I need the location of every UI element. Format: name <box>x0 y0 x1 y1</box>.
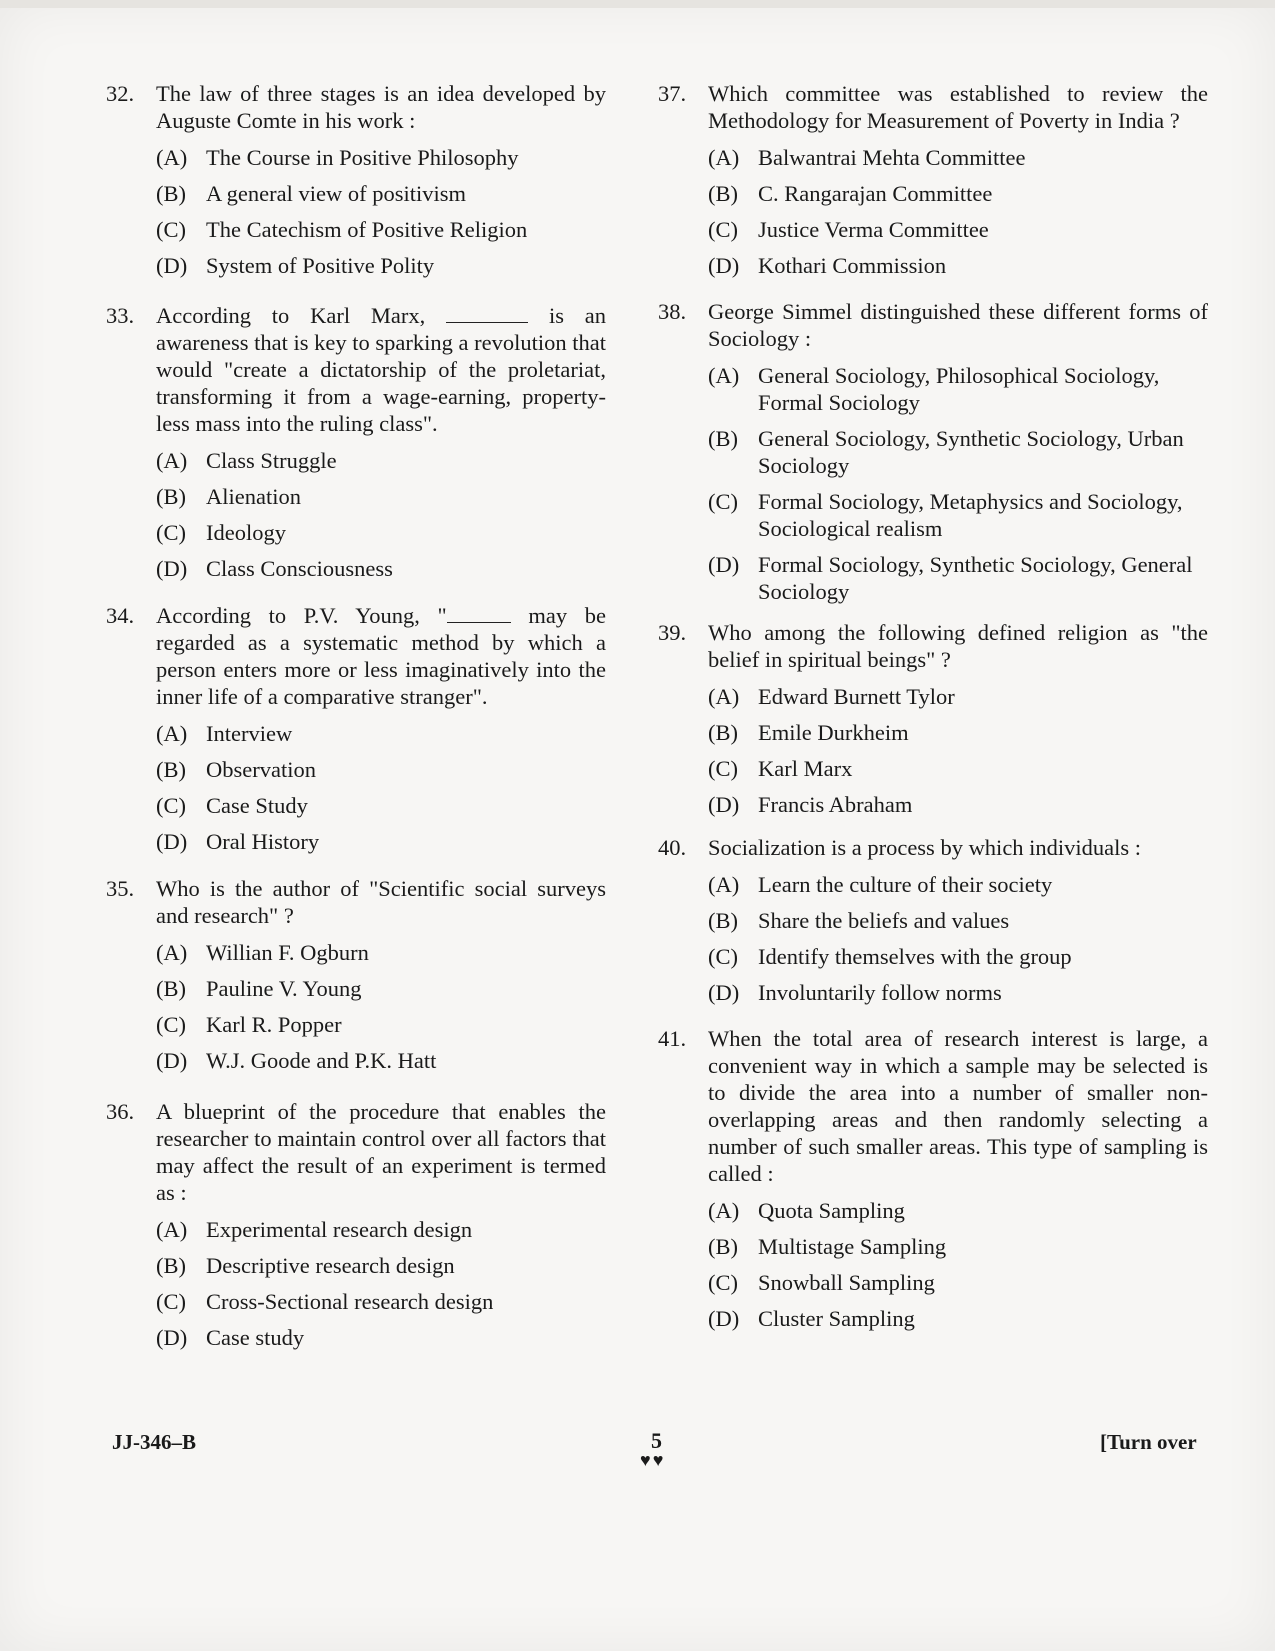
question-text-start: According to P.V. Young, " <box>156 603 447 628</box>
option-letter: (D) <box>156 1325 188 1350</box>
option-d <box>156 1324 606 1351</box>
option-b <box>708 180 1208 207</box>
question-number: 40. <box>658 835 687 860</box>
option-a <box>708 683 1208 710</box>
option-text: Learn the culture of their society <box>758 872 1053 897</box>
option-text: Class Consciousness <box>206 556 393 581</box>
option-a <box>156 720 606 747</box>
option-a <box>156 447 606 474</box>
option-text: Ideology <box>206 520 286 545</box>
option-text: Willian F. Ogburn <box>206 940 369 965</box>
question-32 <box>106 80 606 279</box>
option-c <box>156 216 606 243</box>
option-letter: (B) <box>156 1253 186 1278</box>
option-c <box>156 792 606 819</box>
options-list <box>156 720 606 855</box>
option-b <box>156 1252 606 1279</box>
option-text: Identify themselves with the group <box>758 944 1072 969</box>
option-a <box>708 1197 1208 1224</box>
option-b <box>708 907 1208 934</box>
option-text: Observation <box>206 757 316 782</box>
option-text: Francis Abraham <box>758 792 913 817</box>
option-text: Snowball Sampling <box>758 1270 935 1295</box>
options-list <box>708 362 1208 605</box>
option-a <box>156 939 606 966</box>
option-b <box>156 483 606 510</box>
question-text: When the total area of research interest is large, a convenient way in which a sample may be selected is to divide the area into a number of smaller non-overlapping areas and then randomly selecting a number of such smaller areas. This type of sampling is called : <box>708 1026 1208 1186</box>
option-letter: (D) <box>708 980 740 1005</box>
question-text: Who is the author of "Scientific social surveys and research" ? <box>156 876 606 928</box>
option-d <box>708 551 1208 605</box>
option-text: Cross-Sectional research design <box>206 1289 494 1314</box>
question-text: A blueprint of the procedure that enables the researcher to maintain control over all factors that may affect the result of an experiment is termed as : <box>156 1099 606 1205</box>
question-number: 39. <box>658 620 687 645</box>
question-text-end: is an awareness that is key to sparking a revolution that would "create a dictatorship of the proletariat, transforming it from a wage-earning, property-less mass into the ruling class". <box>156 303 607 436</box>
option-b <box>156 975 606 1002</box>
question-41 <box>658 1025 1208 1332</box>
option-letter: (B) <box>156 181 186 206</box>
page-number: 5 <box>651 1428 662 1453</box>
option-text: Quota Sampling <box>758 1198 905 1223</box>
paper-code: JJ-346–B <box>112 1430 196 1454</box>
option-letter: (C) <box>708 489 738 514</box>
question-text-end: may be regarded as a systematic method by which a person enters more or less imaginatively into the inner life of a comparative stranger". <box>156 603 607 709</box>
question-35 <box>106 875 606 1074</box>
option-letter: (A) <box>708 363 740 388</box>
option-d <box>708 979 1208 1006</box>
option-letter: (B) <box>708 1234 738 1259</box>
question-37 <box>658 80 1208 279</box>
options-list <box>708 871 1208 1006</box>
option-letter: (D) <box>156 253 188 278</box>
option-text: Pauline V. Young <box>206 976 362 1001</box>
option-letter: (C) <box>156 1012 186 1037</box>
options-list <box>156 144 606 279</box>
question-text: Which committee was established to review the Methodology for Measurement of Poverty in India ? <box>708 81 1208 133</box>
option-letter: (C) <box>708 944 738 969</box>
answer-blank <box>446 302 528 323</box>
question-text <box>156 302 606 437</box>
option-d <box>156 252 606 279</box>
option-text: Cluster Sampling <box>758 1306 915 1331</box>
question-36 <box>106 1098 606 1351</box>
option-letter: (A) <box>156 145 188 170</box>
option-letter: (C) <box>156 217 186 242</box>
option-b <box>708 1233 1208 1260</box>
option-text: Karl R. Popper <box>206 1012 342 1037</box>
option-c <box>156 519 606 546</box>
option-a <box>708 871 1208 898</box>
question-33 <box>106 302 606 582</box>
option-text: Interview <box>206 721 293 746</box>
option-text: General Sociology, Philosophical Sociology, Formal Sociology <box>758 363 1160 415</box>
option-letter: (A) <box>156 721 188 746</box>
option-text: C. Rangarajan Committee <box>758 181 993 206</box>
option-c <box>708 1269 1208 1296</box>
option-d <box>156 555 606 582</box>
option-text: Emile Durkheim <box>758 720 909 745</box>
heart-icon: ♥♥ <box>640 1450 666 1470</box>
scan-edge <box>0 0 1275 8</box>
option-text: Share the beliefs and values <box>758 908 1010 933</box>
option-letter: (D) <box>156 556 188 581</box>
option-b <box>156 756 606 783</box>
options-list <box>156 447 606 582</box>
option-text: Alienation <box>206 484 301 509</box>
question-number: 36. <box>106 1099 135 1124</box>
option-d <box>708 1305 1208 1332</box>
question-text-start: According to Karl Marx, <box>156 303 426 328</box>
option-text: Case Study <box>206 793 308 818</box>
options-list <box>156 939 606 1074</box>
option-text: Kothari Commission <box>758 253 947 278</box>
option-letter: (D) <box>708 253 740 278</box>
option-letter: (A) <box>708 684 740 709</box>
option-c <box>708 943 1208 970</box>
question-number: 41. <box>658 1026 687 1051</box>
option-text: Oral History <box>206 829 320 854</box>
turn-over-label: [Turn over <box>1100 1430 1197 1454</box>
options-list <box>156 1216 606 1351</box>
question-number: 37. <box>658 81 687 106</box>
option-text: Formal Sociology, Synthetic Sociology, General Sociology <box>758 552 1193 604</box>
question-40 <box>658 834 1208 1006</box>
options-list <box>708 683 1208 818</box>
option-text: Edward Burnett Tylor <box>758 684 955 709</box>
option-text: Balwantrai Mehta Committee <box>758 145 1026 170</box>
option-letter: (A) <box>156 448 188 473</box>
option-text: Class Struggle <box>206 448 337 473</box>
option-letter: (D) <box>156 829 188 854</box>
option-letter: (A) <box>156 1217 188 1242</box>
option-text: Case study <box>206 1325 305 1350</box>
option-text: The Catechism of Positive Religion <box>206 217 528 242</box>
option-letter: (A) <box>708 1198 740 1223</box>
question-number: 34. <box>106 603 135 628</box>
option-c <box>708 488 1208 542</box>
option-a <box>708 362 1208 416</box>
option-d <box>156 828 606 855</box>
option-letter: (D) <box>708 1306 740 1331</box>
option-letter: (B) <box>156 976 186 1001</box>
question-number: 33. <box>106 303 135 328</box>
option-text: Karl Marx <box>758 756 853 781</box>
option-c <box>708 755 1208 782</box>
option-b <box>708 719 1208 746</box>
option-text: Involuntarily follow norms <box>758 980 1002 1005</box>
option-letter: (B) <box>708 426 738 451</box>
option-letter: (D) <box>156 1048 188 1073</box>
option-letter: (B) <box>708 720 738 745</box>
question-38 <box>658 298 1208 605</box>
option-text: Formal Sociology, Metaphysics and Sociology, Sociological realism <box>758 489 1183 541</box>
option-letter: (B) <box>708 908 738 933</box>
option-letter: (B) <box>156 757 186 782</box>
option-letter: (A) <box>708 872 740 897</box>
option-text: Multistage Sampling <box>758 1234 947 1259</box>
options-list <box>708 1197 1208 1332</box>
option-text: W.J. Goode and P.K. Hatt <box>206 1048 437 1073</box>
option-letter: (D) <box>708 792 740 817</box>
question-34 <box>106 602 606 855</box>
option-c <box>156 1011 606 1038</box>
option-text: The Course in Positive Philosophy <box>206 145 519 170</box>
option-c <box>156 1288 606 1315</box>
question-text: Socialization is a process by which individuals : <box>708 835 1142 860</box>
option-c <box>708 216 1208 243</box>
option-letter: (C) <box>708 756 738 781</box>
option-d <box>708 791 1208 818</box>
option-letter: (D) <box>708 552 740 577</box>
option-text: Justice Verma Committee <box>758 217 989 242</box>
option-b <box>708 425 1208 479</box>
question-number: 38. <box>658 299 687 324</box>
answer-blank <box>447 602 511 623</box>
question-number: 35. <box>106 876 135 901</box>
option-a <box>708 144 1208 171</box>
option-letter: (C) <box>708 217 738 242</box>
option-a <box>156 144 606 171</box>
options-list <box>708 144 1208 279</box>
question-text: The law of three stages is an idea developed by Auguste Comte in his work : <box>156 81 606 133</box>
question-39 <box>658 619 1208 818</box>
option-text: System of Positive Polity <box>206 253 435 278</box>
question-text <box>156 602 606 710</box>
question-number: 32. <box>106 81 135 106</box>
option-letter: (B) <box>156 484 186 509</box>
option-letter: (B) <box>708 181 738 206</box>
option-b <box>156 180 606 207</box>
option-letter: (C) <box>156 1289 186 1314</box>
option-letter: (C) <box>156 520 186 545</box>
option-letter: (A) <box>156 940 188 965</box>
option-d <box>708 252 1208 279</box>
option-text: Descriptive research design <box>206 1253 455 1278</box>
option-letter: (C) <box>708 1270 738 1295</box>
option-text: Experimental research design <box>206 1217 473 1242</box>
option-text: General Sociology, Synthetic Sociology, Urban Sociology <box>758 426 1184 478</box>
option-a <box>156 1216 606 1243</box>
option-letter: (A) <box>708 145 740 170</box>
option-text: A general view of positivism <box>206 181 466 206</box>
option-letter: (C) <box>156 793 186 818</box>
option-d <box>156 1047 606 1074</box>
question-text: Who among the following defined religion as "the belief in spiritual beings" ? <box>708 620 1208 672</box>
question-text: George Simmel distinguished these different forms of Sociology : <box>708 299 1208 351</box>
